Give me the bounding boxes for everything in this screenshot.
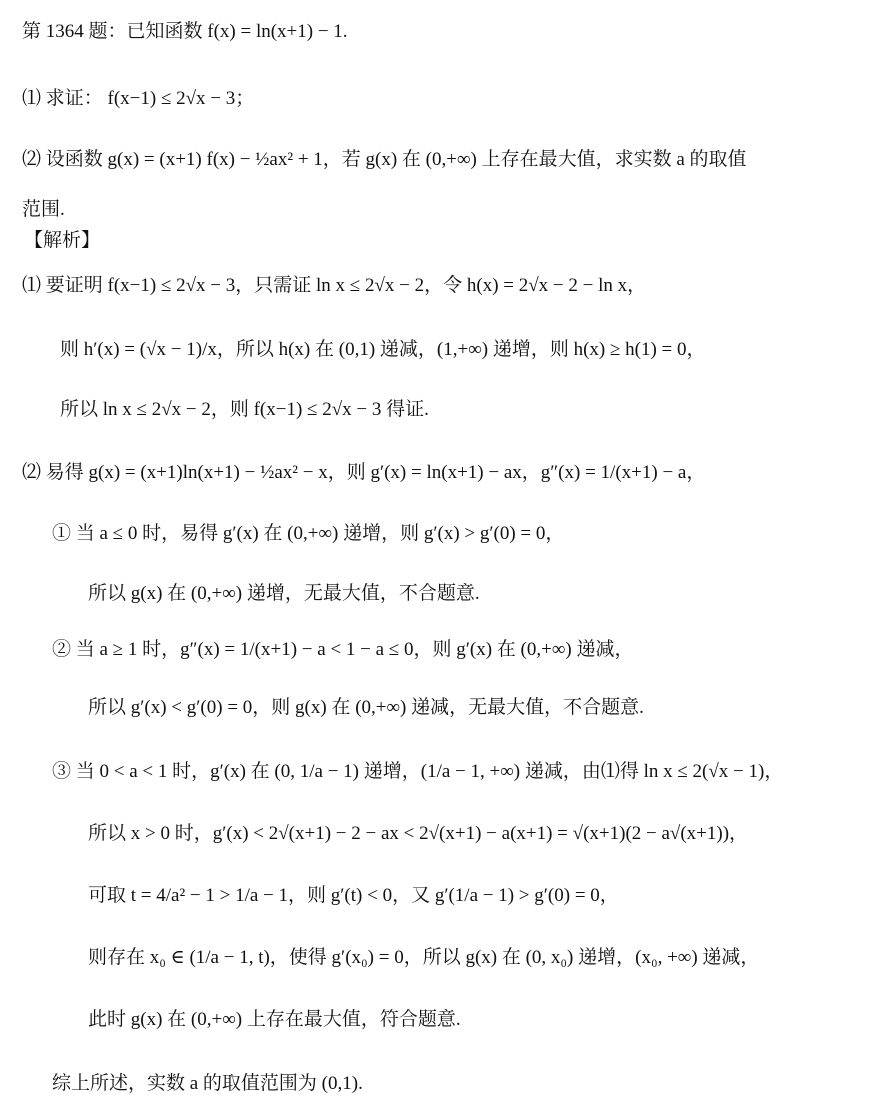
solution-part-1-line-3: 所以 ln x ≤ 2√x − 2，则 f(x−1) ≤ 2√x − 3 得证. xyxy=(60,399,429,420)
case-3-line-1: ③ 当 0 < a < 1 时，g′(x) 在 (0, 1/a − 1) 递增，(1/a − 1, +∞) 递减，由⑴得 ln x ≤ 2(√x − 1)， xyxy=(52,761,784,782)
case-2-line-2: 所以 g′(x) < g′(0) = 0，则 g(x) 在 (0,+∞) 递减，无最大值，不合题意. xyxy=(88,697,644,718)
case-3-line-4: 则存在 x₀ ∈ (1/a − 1, t)，使得 g′(x₀) = 0，所以 g(x) 在 (0, x₀) 递增，(x₀, +∞) 递减， xyxy=(88,947,760,968)
case-3-line-3: 可取 t = 4/a² − 1 > 1/a − 1，则 g′(t) < 0，又 g′(1/a − 1) > g′(0) = 0， xyxy=(88,885,619,906)
problem-part-1: ⑴ 求证： f(x−1) ≤ 2√x − 3； xyxy=(22,88,255,109)
solution-part-1-line-1: ⑴ 要证明 f(x−1) ≤ 2√x − 3，只需证 ln x ≤ 2√x − 2，令 h(x) = 2√x − 2 − ln x， xyxy=(22,275,647,296)
problem-title: 第 1364 题：已知函数 f(x) = ln(x+1) − 1. xyxy=(22,21,348,42)
problem-part-2-continued: 范围. xyxy=(22,199,65,220)
case-1-line-1: ① 当 a ≤ 0 时，易得 g′(x) 在 (0,+∞) 递增，则 g′(x) > g′(0) = 0， xyxy=(52,523,565,544)
case-3-line-5: 此时 g(x) 在 (0,+∞) 上存在最大值，符合题意. xyxy=(88,1009,461,1030)
conclusion: 综上所述，实数 a 的取值范围为 (0,1). xyxy=(52,1073,363,1094)
case-1-line-2: 所以 g(x) 在 (0,+∞) 递增，无最大值，不合题意. xyxy=(88,583,480,604)
case-2-line-1: ② 当 a ≥ 1 时，g″(x) = 1/(x+1) − a < 1 − a ≤ 0，则 g′(x) 在 (0,+∞) 递减， xyxy=(52,639,634,660)
solution-heading: 【解析】 xyxy=(24,229,101,251)
solution-part-2-line-1: ⑵ 易得 g(x) = (x+1)ln(x+1) − ½ax² − x，则 g′(x) = ln(x+1) − ax，g″(x) = 1/(x+1) − a， xyxy=(22,462,706,483)
solution-part-1-line-2: 则 h′(x) = (√x − 1)/x，所以 h(x) 在 (0,1) 递减，(1,+∞) 递增，则 h(x) ≥ h(1) = 0， xyxy=(60,339,706,360)
problem-part-2: ⑵ 设函数 g(x) = (x+1) f(x) − ½ax² + 1，若 g(x) 在 (0,+∞) 上存在最大值，求实数 a 的取值 xyxy=(22,149,747,170)
case-3-line-2: 所以 x > 0 时，g′(x) < 2√(x+1) − 2 − ax < 2√(x+1) − a(x+1) = √(x+1)(2 − a√(x+1))， xyxy=(88,823,749,844)
